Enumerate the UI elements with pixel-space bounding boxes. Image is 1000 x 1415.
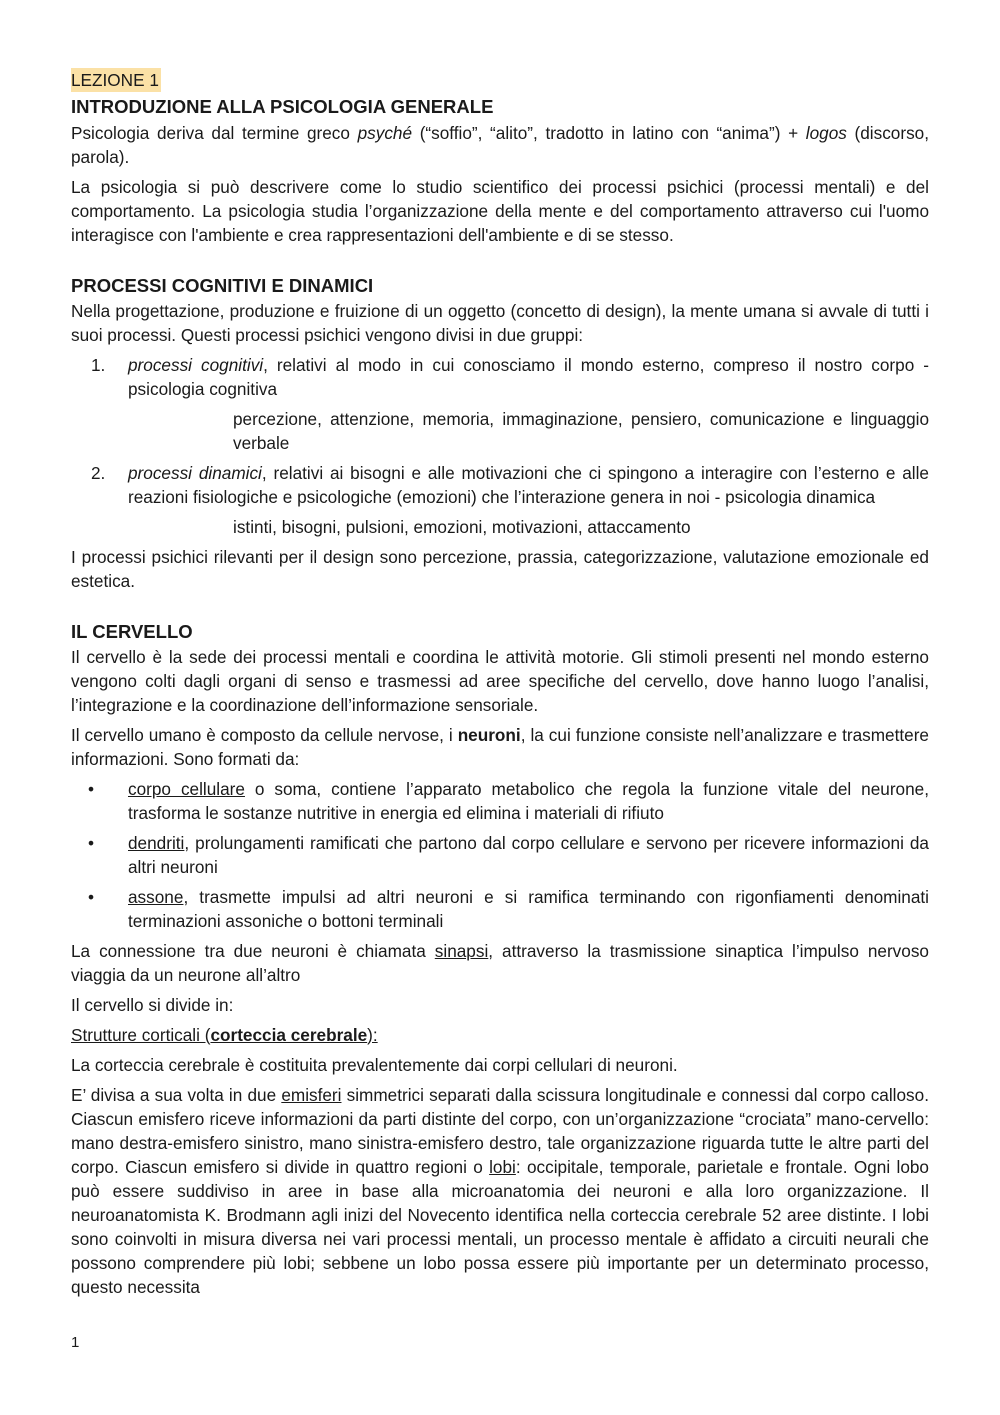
list-number: 1. <box>91 355 106 375</box>
intro-paragraph-2: La psicologia si può descrivere come lo studio scientifico dei processi psichici (processi mentali) e del comportamento. La psicologia studia l’organizzazione della mente e del comportamento attraverso cui l'uomo interagisce con l'ambiente e crea rappresentazioni dell'ambiente e di se stesso. <box>71 177 929 245</box>
cervello-paragraph-1: Il cervello è la sede dei processi mentali e coordina le attività motorie. Gli stimoli presenti nel mondo esterno vengono colti dagli organi di senso e trasmessi ad aree specifiche del cervello, dove hanno luogo l’analisi, l’integrazione e la coordinazione dell’informazione sensoriale. <box>71 647 929 715</box>
bullet-item: • assone, trasmette impulsi ad altri neuroni e si ramifica terminando con rigonfiamenti denominati terminazioni assoniche o bottoni terminali <box>71 885 929 933</box>
strutture-corticali-heading: Strutture corticali (corteccia cerebrale): <box>71 1025 378 1045</box>
page-title: INTRODUZIONE ALLA PSICOLOGIA GENERALE <box>71 96 494 117</box>
document-page <box>71 68 929 1305</box>
list-item: 1. processi cognitivi, relativi al modo in cui conosciamo il mondo esterno, compreso il nostro corpo - psicologia cognitiva <box>71 353 929 401</box>
cervello-paragraph-7: E’ divisa a sua volta in due emisferi simmetrici separati dalla scissura longitudinale e connessi dal corpo calloso. Ciascun emisfero riceve informazioni da parti distinte del corpo, con un’organizzazione “crociata” mano-cervello: mano destra-emisfero sinistro, mano sinistra-emisfero destro, tale organizzazione riguarda tutte le altre parti del corpo. Ciascun emisfero si divide in quattro regioni o lobi: occipitale, temporale, parietale e frontale. Ogni lobo può essere suddiviso in aree in base alla microanatomia dei neuroni e alla loro organizzazione. Il neuroanatomista K. Brodmann agli inizi del Novecento identifica nella corteccia cerebrale 52 aree distinte. I lobi sono coinvolti in misura diversa nei vari processi mentali, un processo mentale è affidato a circuiti neurali che possono comprendere più lobi; sebbene un lobo possa essere più importante per un determinato processo, questo necessita <box>71 1085 929 1297</box>
bullet-item: • corpo cellulare o soma, contiene l’apparato metabolico che regola la funzione vitale del neurone, trasforma le sostanze nutritive in energia ed elimina i materiali di rifiuto <box>71 777 929 825</box>
bullet-item: • dendriti, prolungamenti ramificati che partono dal corpo cellulare e servono per ricevere informazioni da altri neuroni <box>71 831 929 879</box>
list-item: 2. processi dinamici, relativi ai bisogni e alle motivazioni che ci spingono a interagire con l’esterno e alle reazioni fisiologiche e psicologiche (emozioni) che l’interazione genera in noi - psicologia dinamica <box>71 461 929 509</box>
cervello-paragraph-2: Il cervello umano è composto da cellule nervose, i neuroni, la cui funzione consiste nell’analizzare e trasmettere informazioni. Sono formati da: <box>71 725 929 769</box>
page-number: 1 <box>71 1334 80 1351</box>
bullet-icon: • <box>88 833 95 853</box>
lesson-label: LEZIONE 1 <box>71 70 159 90</box>
list-sub-text: percezione, attenzione, memoria, immaginazione, pensiero, comunicazione e linguaggio verbale <box>233 409 929 453</box>
list-sub-text: istinti, bisogni, pulsioni, emozioni, motivazioni, attaccamento <box>233 517 691 537</box>
section-heading-processi: PROCESSI COGNITIVI E DINAMICI <box>71 275 374 296</box>
intro-paragraph-1: Psicologia deriva dal termine greco psyché (“soffio”, “alito”, tradotto in latino con “anima”) + logos (discorso, parola). <box>71 123 929 167</box>
bullet-icon: • <box>88 887 95 907</box>
cervello-paragraph-3: La connessione tra due neuroni è chiamata sinapsi, attraverso la trasmissione sinaptica l’impulso nervoso viaggia da un neurone all’altro <box>71 941 929 985</box>
cervello-paragraph-4: Il cervello si divide in: <box>71 995 234 1015</box>
processi-paragraph-2: I processi psichici rilevanti per il design sono percezione, prassia, categorizzazione, valutazione emozionale ed estetica. <box>71 547 929 591</box>
bullet-icon: • <box>88 779 95 799</box>
section-heading-cervello: IL CERVELLO <box>71 621 193 642</box>
list-number: 2. <box>91 463 106 483</box>
processi-paragraph-1: Nella progettazione, produzione e fruizione di un oggetto (concetto di design), la mente umana si avvale di tutti i suoi processi. Questi processi psichici vengono divisi in due gruppi: <box>71 301 929 345</box>
cervello-paragraph-6: La corteccia cerebrale è costituita prevalentemente dai corpi cellulari di neuroni. <box>71 1055 678 1075</box>
